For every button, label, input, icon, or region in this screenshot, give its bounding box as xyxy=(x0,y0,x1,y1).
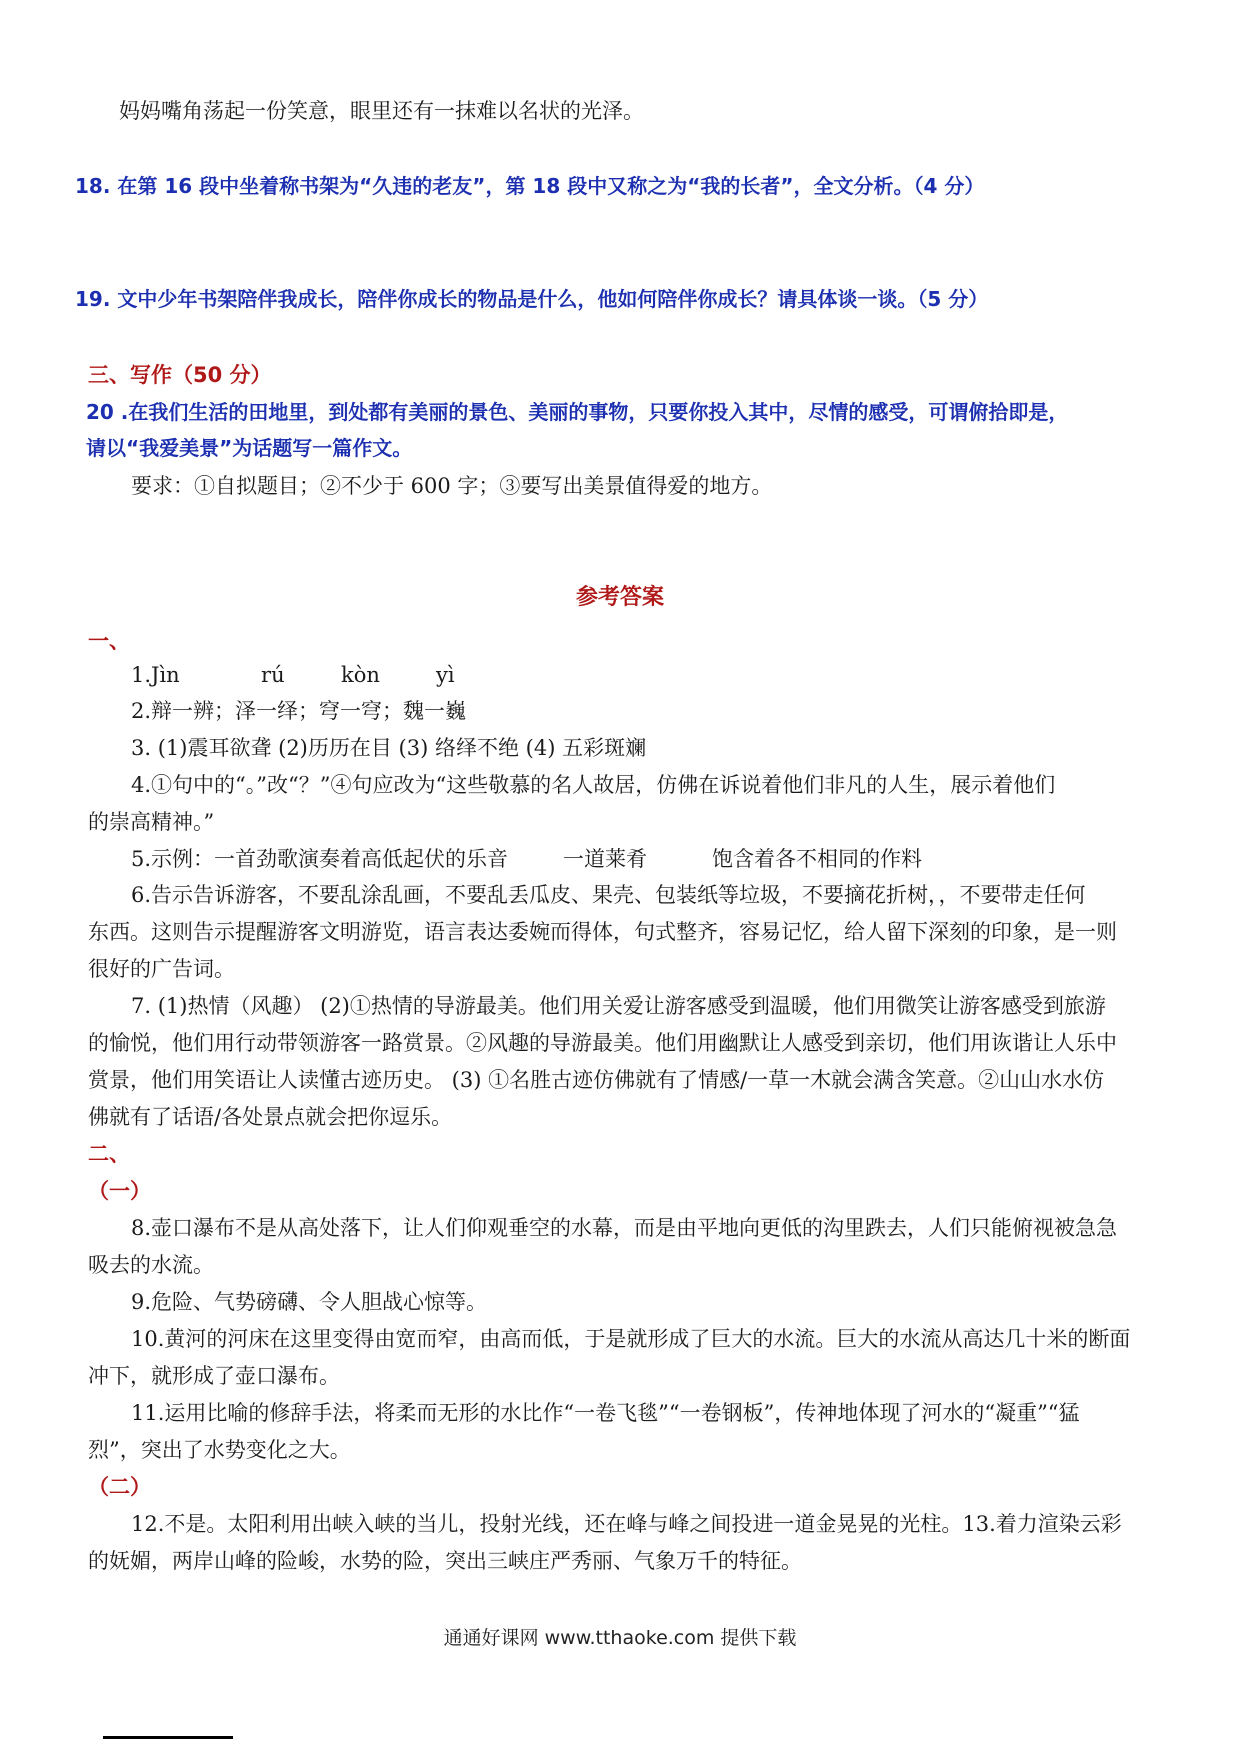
answer-key-title: 参考答案 xyxy=(575,585,664,610)
footnote-divider xyxy=(103,1736,233,1739)
writing-requirements: 要求：①自拟题目；②不少于 600 字；③要写出美景值得爱的地方。 xyxy=(131,474,773,498)
answer-1-prefix: 1. xyxy=(131,663,152,687)
answer-6-line2: 东西。这则告示提醒游客文明游览，语言表达委婉而得体，句式整齐，容易记忆，给人留下深刻的印象，是一则 xyxy=(88,920,1117,944)
answer-5 xyxy=(131,844,922,874)
answer-8-line1: 8.壶口瀑布不是从高处落下，让人们仰观垂空的水幕，而是由平地向更低的沟里跌去，人们只能俯视被急急 xyxy=(131,1216,1118,1240)
question-18-text: 18. 在第 16 段中坐着称书架为“久违的老友”，第 18 段中又称之为“我的长者”，全文分析。（4 分） xyxy=(75,174,985,198)
answer-5-part2: 一道莱肴 xyxy=(563,847,648,871)
answer-4-line2: 的崇高精神。” xyxy=(88,810,215,834)
answer-12-line1: 12.不是。太阳利用出峡入峡的当儿，投射光线，还在峰与峰之间投进一道金晃晃的光柱。13.着力渲染云彩 xyxy=(131,1512,1122,1536)
answer-6-line3: 很好的广告词。 xyxy=(88,957,235,981)
answer-7-line2: 的愉悦，他们用行动带领游客一路赏景。②风趣的导游最美。他们用幽默让人感受到亲切，他们用诙谐让人乐中 xyxy=(88,1031,1117,1055)
answer-5-part3: 饱含着各不相同的作料 xyxy=(712,847,923,871)
pinyin-2: rú xyxy=(261,663,285,687)
part-1-heading: 一、 xyxy=(88,629,130,653)
answer-8-line2: 吸去的水流。 xyxy=(88,1253,214,1277)
answer-9: 9.危险、气势磅礴、令人胆战心惊等。 xyxy=(131,1290,488,1314)
answer-5-part1: 5.示例：一首劲歌演奏着高低起伏的乐音 xyxy=(131,847,509,871)
question-19 xyxy=(75,284,988,314)
part-2-heading: 二、 xyxy=(88,1142,130,1166)
question-18 xyxy=(75,171,984,201)
pinyin-4: yì xyxy=(436,663,455,687)
answer-2: 2.辩一辨；泽一绎；穹一穹；魏一巍 xyxy=(131,699,467,723)
answer-4-line1: 4.①句中的“。”改“？”④句应改为“这些敬慕的名人故居，仿佛在诉说着他们非凡的人生，展示着他们 xyxy=(131,773,1056,797)
subsection-1-heading: （一） xyxy=(88,1179,151,1203)
subsection-2-heading: （二） xyxy=(88,1475,151,1499)
answer-3: 3. (1)震耳欲聋 (2)历历在目 (3) 络绎不绝 (4) 五彩斑斓 xyxy=(131,736,647,760)
answer-12-line2: 的妩媚，两岸山峰的险峻，水势的险，突出三峡庄严秀丽、气象万千的特征。 xyxy=(88,1549,802,1573)
answer-7-line1: 7. (1)热情（风趣） (2)①热情的导游最美。他们用关爱让游客感受到温暖，他们用微笑让游客感受到旅游 xyxy=(131,994,1106,1018)
section-3-heading: 三、写作（50 分） xyxy=(88,363,272,387)
answer-7-line3: 赏景，他们用笑语让人读懂古迹历史。 (3) ①名胜古迹仿佛就有了情感/一草一木就会满含笑意。②山山水水仿 xyxy=(88,1068,1105,1092)
answer-11-line1: 11.运用比喻的修辞手法，将柔而无形的水比作“一卷飞毯”“一卷钢板”，传神地体现了河水的“凝重”“猛 xyxy=(131,1401,1080,1425)
question-19-text: 19. 文中少年书架陪伴我成长，陪伴你成长的物品是什么，他如何陪伴你成长？请具体谈一谈。（5 分） xyxy=(75,287,989,311)
question-20-line1: 20 .在我们生活的田地里，到处都有美丽的景色、美丽的事物，只要你投入其中，尽情的感受，可谓俯拾即是， xyxy=(86,400,1069,424)
pinyin-1: Jìn xyxy=(151,663,180,687)
answer-1 xyxy=(131,660,455,690)
question-20-line2: 请以“我爱美景”为话题写一篇作文。 xyxy=(86,436,413,460)
intro-line: 妈妈嘴角荡起一份笑意，眼里还有一抹难以名状的光泽。 xyxy=(119,99,644,123)
page-footer: 通通好课网 www.tthaoke.com 提供下载 xyxy=(443,1627,797,1649)
answer-6-line1: 6.告示告诉游客，不要乱涂乱画，不要乱丢瓜皮、果壳、包装纸等垃圾，不要摘花折树，，不要带走任何 xyxy=(131,883,1086,907)
answer-7-line4: 佛就有了话语/各处景点就会把你逗乐。 xyxy=(88,1105,453,1129)
pinyin-3: kòn xyxy=(341,663,380,687)
answer-10-line1: 10.黄河的河床在这里变得由宽而窄，由高而低，于是就形成了巨大的水流。巨大的水流从高达几十米的断面 xyxy=(131,1327,1131,1351)
answer-11-line2: 烈”，突出了水势变化之大。 xyxy=(88,1438,351,1462)
answer-10-line2: 冲下，就形成了壶口瀑布。 xyxy=(88,1364,340,1388)
